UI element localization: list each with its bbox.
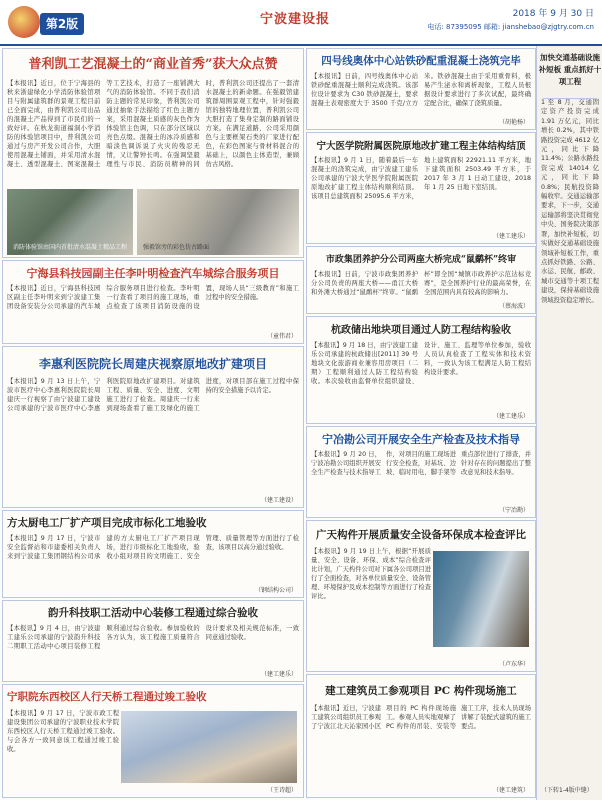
article-a11-author: （宁冶勘） bbox=[498, 507, 529, 514]
article-a1-body: 【本报讯】近日，位于宁海县的秋来浙建绿化小学消防体验馆项目与附属建筑群的景观工程目前已全面完成，由普利凯公司出品的混凝土产品得到了市民们的一致好评。在秋龙街道福洞小学消防的体验馆项目中，普利凯公司通过与房产开发公司合作，大胆使用混凝土铺面，并采用清水混凝土、透型混凝土、图案混凝土等工艺技术，打造了一座铺满大气的消防体验馆。不同于我们消防主题的常见印象，普利凯公司通过抽象手法描绘了红色主题方案，采用混凝土质感的灰色作为体验馆主色调，只在部分区域以亮色点缀。混凝土的冰冷质感和暗淡色调诉说了火灾的残忍无情，又让警钟长鸣。在强调坚毅理性与市民、消防员精神的同时，普利凯公司还提出了一套清水混凝土的新命题。在强毅馆建筑群周围景观工程中，针对强毅馆的独特地理位置，普利凯公司大胆打造了集身定制的路面铺设方案。在满足道路、公司采用颜色与主要框架石类的厂家进行配色，在彩色图案与骨材料混合的基础上，以颜色主体造型，兼顾仿古风格。 bbox=[7, 79, 299, 168]
sidebar-end-note: （下转1-4版中缝） bbox=[541, 787, 593, 794]
photo-caption: 强毅馆旁的彩色仿古路面 bbox=[143, 244, 210, 251]
article-a7-title: 四号线奥体中心站铁砂配重混凝土浇筑完毕 bbox=[321, 55, 521, 67]
article-a2-author: （童伟君） bbox=[266, 333, 297, 340]
article-a6-author: （王诗超） bbox=[266, 787, 297, 794]
article-a3-body: 【本报讯】9 月 13 日上午，宁波市医疗中心李惠利医院院长周建庆一行视察了由宁波建工建设公司承建的宁波市医疗中心李惠利医院原地改扩建项目。对建筑工程、质量、安全、进度、文明施工进行了检查。周建庆一行来到现场查看了施工及绿化的施工进度，对项目部在施工过程中保持的安全措施予以肯定。 bbox=[7, 378, 299, 413]
article-a5 bbox=[2, 600, 304, 682]
photo-road-paving bbox=[137, 189, 299, 255]
article-a11 bbox=[306, 426, 536, 518]
article-a1 bbox=[2, 48, 304, 258]
paper-name: 宁波建设报 bbox=[260, 12, 331, 27]
article-a4-title: 方太厨电工厂扩产项目完成市标化工地验收 bbox=[7, 517, 207, 529]
contact-info: 电话: 87395095 邮箱: jianshebao@zjgtry.com.cn bbox=[427, 23, 594, 31]
article-a3-title: 李惠利医院院长周建庆视察原地改扩建项目 bbox=[38, 357, 267, 371]
article-a13-author: （建工建筑） bbox=[492, 787, 529, 794]
photo-pedestrian-bridge bbox=[121, 711, 297, 783]
article-a11-body: 【本报讯】9 月 20 日，宁波冶勘公司组织开展安全生产检查与技术指导工作，对项目的施工现场进行安全检查，对基坑、边坡、临时用电、脚手架等重点部位进行了排查，并针对存在的问题提出了整改意见和技术指导。 bbox=[311, 451, 531, 477]
photo-fire-museum bbox=[7, 189, 133, 255]
article-a6-body: 【本报讯】9 月 17 日，宁波市政工程建设集团公司承建的宁波职业技术学院东西校区人行天桥工程通过竣工验收。与会各方一致同意该工程通过竣工验收。 bbox=[7, 710, 119, 753]
article-a8-title: 宁大医学院附属医院原地改扩建工程主体结构结顶 bbox=[316, 141, 526, 152]
edition-badge: 第2版 bbox=[40, 13, 84, 35]
article-a10 bbox=[306, 316, 536, 424]
photo-inspection-meeting bbox=[433, 551, 529, 647]
article-a12-body: 【本报讯】9 月 19 日上午，根据“开展质量、安全、设备、环保、成本”综合检查评比计划，广天构件公司对下属各公司项目进行了全面检查，对各单位质量安全、设备管理、环境保护及成本控制等方面进行了检查评比。 bbox=[311, 548, 431, 600]
article-a9-body: 【本报讯】日前，宁波市政集团养护分公司负责的两座大桥——甬江大桥和外滩大桥通过“鼠鹬杯”终审。“鼠鹬杯”即全国“城镇市政养护示范达标竞赛”，是全国养护行业的最高荣誉，在全国范围内具有较高的影响力。 bbox=[311, 270, 531, 296]
article-a10-body: 【本报讯】9 月 18 日，由宁波建工建乐公司承建的杭政储出[2011] 39 号地块文化旅游商业兼容用房项目（二期）工程顺利通过人防工程结构验收。本次验收由监督单位组织建设、设计、施工、监理等单位参加，验收人员认真检查了工程实体和技术资料，一致认为该工程满足人防工程结构设计要求。 bbox=[311, 342, 531, 385]
article-a8-author: （建工建乐） bbox=[492, 233, 529, 240]
article-a8-body: 【本报讯】9 月 1 日，随着最后一车混凝土的浇筑完成，由宁波建工建乐公司承建的宁波大学医学院附属医院原地改扩建工程主体结构顺利结顶。该项目总建筑面积 25095.6 平方米，地上建筑面积 22921.11 平方米，地下建筑面积 2503.49 平方米，于 2017 年 3 月 1 日动工建设，2018 年 1 月 25 日地下室结顶。 bbox=[311, 157, 531, 201]
article-a10-title: 杭政储出地块项目通过人防工程结构验收 bbox=[331, 325, 511, 336]
article-a5-title: 韵升科技职工活动中心装修工程通过综合验收 bbox=[48, 607, 258, 619]
article-a7-body: 【本报讯】日前，四号线奥体中心站铁砂配重混凝土顺利完成浇筑。该部位设计要求为 C30 铁砂混凝土，要求混凝土表观密度大于 3500 千克/立方米。铁砂混凝土由于采用重骨料，极易产生泌水和离析现象，工程人员根据设计要求进行了多次试配，最终确定配合比，确保了浇筑质量。 bbox=[311, 72, 531, 107]
article-a12-author: （卢东华） bbox=[498, 661, 529, 668]
article-a12-title: 广天构件开展质量安全设备环保成本检查评比 bbox=[316, 529, 526, 541]
article-a10-author: （建工建乐） bbox=[492, 413, 529, 420]
newspaper-logo-icon bbox=[8, 6, 40, 38]
masthead bbox=[0, 0, 602, 46]
issue-date: 2018 年 9 月 30 日 bbox=[512, 9, 594, 19]
article-a4 bbox=[2, 510, 304, 598]
article-a9-author: （蔡海波） bbox=[498, 303, 529, 310]
article-a11-title: 宁冶勘公司开展安全生产检查及技术指导 bbox=[322, 433, 520, 446]
article-a13-title: 建工建筑员工参观项目 PC 构件现场施工 bbox=[325, 685, 517, 697]
article-a8 bbox=[306, 132, 536, 244]
article-a6 bbox=[2, 684, 304, 798]
article-a6-title: 宁职院东西校区人行天桥工程通过竣工验收 bbox=[7, 691, 207, 703]
sidebar-title: 加快交通基础设施补短板 重点抓好十项工程 bbox=[538, 53, 602, 86]
sidebar-divider bbox=[543, 98, 597, 99]
article-a4-body: 【本报讯】9 月 17 日，宁波市安全监督站和市建委相关负责人来到宁波建工集团钢结构公司承建的方太厨电工厂扩产项目现场，进行市级标化工地验收，验收小组对项目的文明施工、安全管理、质量管理等方面进行了检查，该项目以高分通过验收。 bbox=[7, 534, 299, 560]
article-a4-author: （钢结构公司） bbox=[254, 587, 297, 594]
article-a9-title: 市政集团养护分公司两座大桥完成“鼠鹬杯”终审 bbox=[325, 255, 517, 265]
article-a1-title: 普利凯工艺混凝土的“商业首秀”获大众点赞 bbox=[28, 57, 278, 72]
sidebar-column bbox=[536, 46, 602, 800]
article-a2-title: 宁海县科技园副主任李叶明检查汽车城综合服务项目 bbox=[26, 267, 280, 280]
sidebar-body: 1 至 8 月，交通固定资产投资完成 1.91 万亿元，同比增长 0.2%，其中铁路投资完成 4612 亿元，同比下降 11.4%；公路水路投资完成 14014 亿元，同比下降 0.8%；民航投资降幅收窄。交通运输部要求，下一步，交通运输部将坚决贯彻党中央、国务院决策部署，加快补短板，切实做好交通基础设施领域补短板工作，重点抓好铁路、公路、水运、民航、邮政、城市交通等十项工程建设，保持基础设施领域投资稳定增长。 bbox=[541, 99, 599, 304]
article-a13 bbox=[306, 674, 536, 798]
article-a9 bbox=[306, 246, 536, 314]
article-a5-author: （建工建乐） bbox=[260, 671, 297, 678]
article-a7-author: （胡艳杨） bbox=[498, 119, 529, 126]
photo-caption: 消防体验馆由国内首批清水混凝土精品工程 bbox=[13, 244, 128, 251]
article-a5-body: 【本报讯】9 月 4 日，由宁波建工建乐公司承建的宁波韵升科技二期职工活动中心项目装修工程顺利通过综合验收。参加验收的各方认为，该工程施工质量符合设计要求及相关规范标准，一致同意通过验收。 bbox=[7, 624, 299, 650]
article-a12 bbox=[306, 520, 536, 672]
article-a7 bbox=[306, 48, 536, 130]
article-a2 bbox=[2, 260, 304, 344]
article-a2-body: 【本报讯】近日，宁海县科技园区副主任李叶明来到宁波建工集团设备安装分公司承建的汽车城综合服务项目进行检查。李叶明一行查看了项目的施工现场，重点检查了该项目消防设施的设置，现场人员“三级教育”和施工过程中的安全措施。 bbox=[7, 285, 299, 311]
article-a13-body: 【本报讯】近日，宁波建工建筑公司组织员工参观了宁波江北天沁家园小区项目的 PC 构件现场施工。参观人员实地观摩了 PC 构件的吊装、安装等施工工序，技术人员现场讲解了装配式建筑的施工要点。 bbox=[311, 704, 531, 730]
article-a3-author: （建工建设） bbox=[260, 497, 297, 504]
article-a3 bbox=[2, 346, 304, 508]
